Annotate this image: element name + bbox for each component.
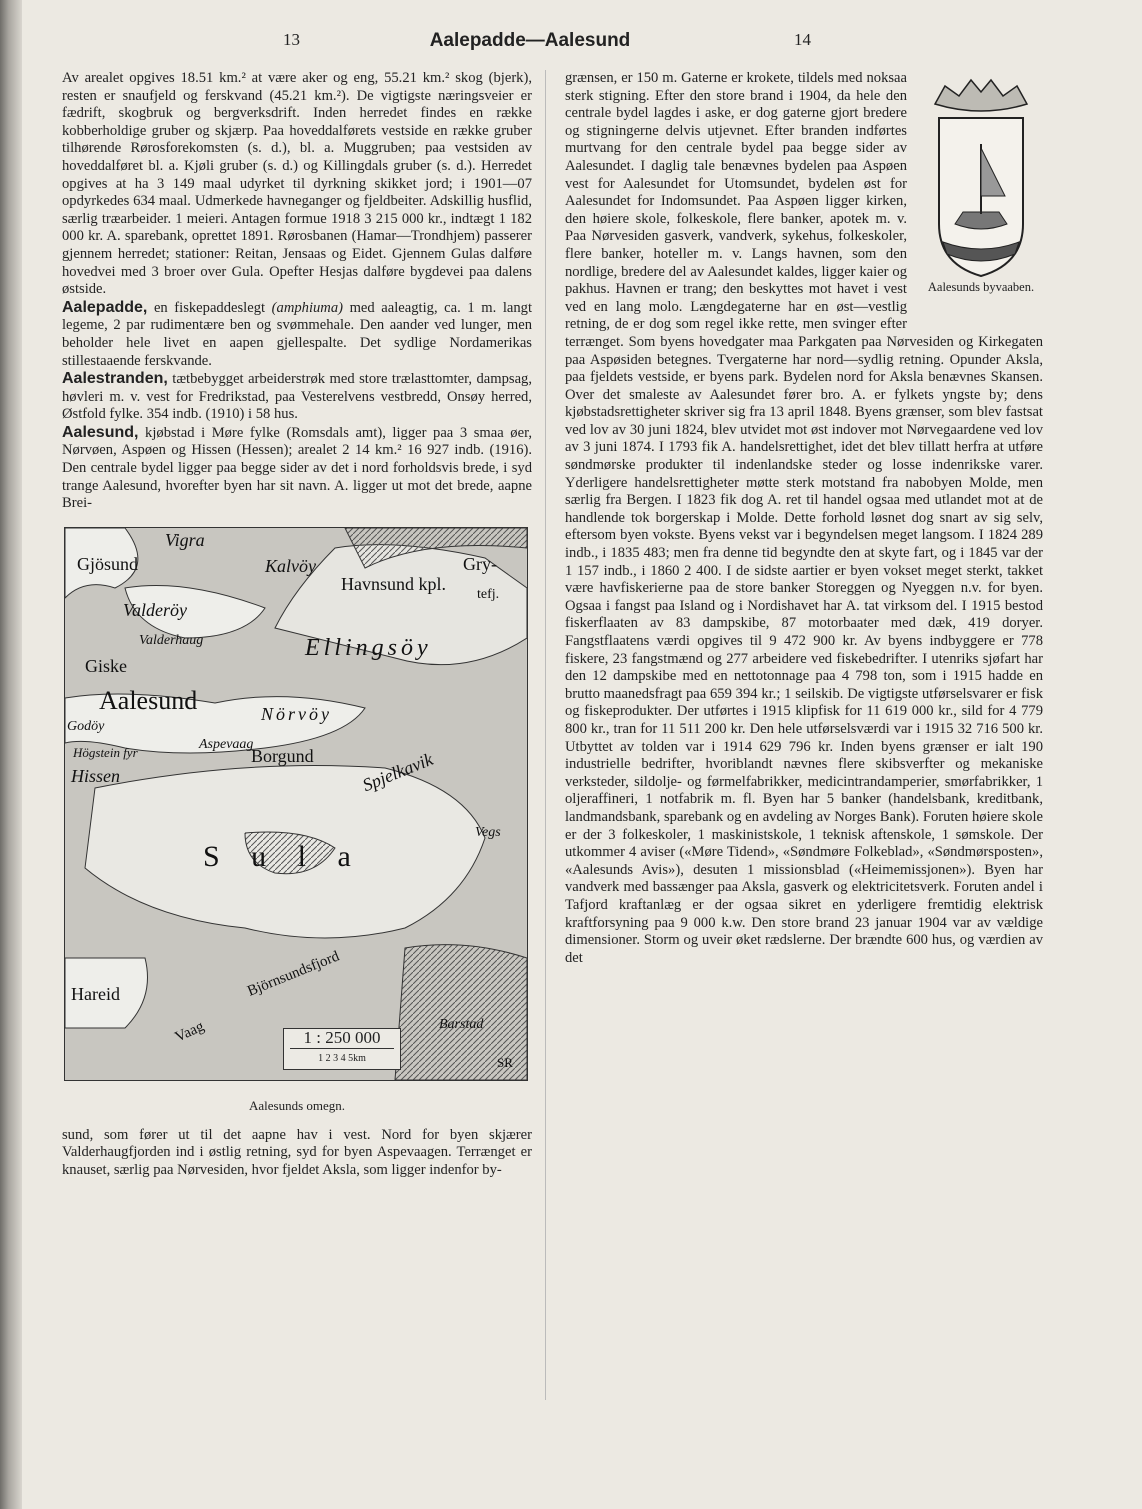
- map-label-gry: Gry-: [463, 553, 497, 574]
- coat-of-arms-caption: Aalesunds byvaaben.: [927, 280, 1035, 294]
- map-label-vaag: Vaag: [172, 1018, 207, 1046]
- column-divider: [545, 70, 546, 1400]
- map-label-gjosund: Gjösund: [77, 553, 139, 574]
- map-scale-ratio: 1 : 250 000: [303, 1027, 381, 1047]
- map-label-norvoy: Nörvöy: [261, 703, 332, 724]
- map-label-valderoy: Valderöy: [123, 599, 187, 620]
- map-label-hissen: Hissen: [71, 765, 120, 786]
- map-label-giske: Giske: [85, 655, 127, 676]
- map-label-tefj: tefj.: [477, 586, 500, 602]
- map-label-vigra: Vigra: [165, 529, 205, 550]
- coat-of-arms-icon: [925, 74, 1037, 280]
- book-binding-edge: [0, 0, 22, 1509]
- map-aalesund-surroundings: [64, 527, 528, 1081]
- map-label-aalesund: Aalesund: [99, 685, 198, 715]
- map-label-havnsund: Havnsund kpl.: [341, 573, 446, 594]
- map-signature: SR: [497, 1054, 513, 1070]
- map-label-hogstein-fyr: Högstein fyr: [73, 744, 138, 760]
- paragraph-continuation: sund, som fører ut til det aapne hav i vest. Nord for byen skjærer Valderhaugfjorden ind i østlig retning, syd for byen Aspevaagen. Terrænget er knauset, særlig paa Nørvesiden, hvor fjeldet Aksla, som ligger indenfor by-: [62, 1126, 532, 1179]
- map-label-kalvoy: Kalvöy: [265, 555, 316, 576]
- lemma-aalepadde: Aalepadde,: [62, 298, 148, 316]
- map-label-spjelkavik: Spjelkavik: [359, 748, 436, 796]
- map-label-sula: S u l a: [203, 839, 363, 873]
- coat-of-arms-figure: [919, 74, 1043, 320]
- map-label-borgund: Borgund: [251, 745, 314, 766]
- entry-aalesund: Aalesund, kjøbstad i Møre fylke (Romsdals amt), ligger paa 3 smaa øer, Nørvøen, Aspøen og Hissen (Hessen); arealet 2 14 km.² 16 927 indb. (1916). Den centrale bydel ligger paa begge sider av det i nord forholdsvis brede, i syd trange Aalesund, hvorefter byen har sit navn. A. ligger ut mot det brede, aapne Brei-: [62, 423, 532, 512]
- map-caption: Aalesunds omegn.: [248, 1097, 346, 1113]
- map-label-vegs: Vegs: [475, 824, 501, 840]
- entry-aalepadde: Aalepadde, en fiskepaddeslegt (amphiuma) med aaleagtig, ca. 1 m. langt legeme, 2 par rudimentære ben og svømmehale. Den aander ved lunger, men beholder hele livet en aapen gjellespalte. Det sydlige Nordamerikas stillestaaende ferskvande.: [62, 298, 532, 369]
- page-number-right: 14: [794, 30, 811, 49]
- map-scale-ticks: 1 2 3 4 5km: [290, 1048, 394, 1068]
- map-figure: [62, 527, 532, 1121]
- left-column: [62, 70, 532, 1180]
- page-number-left: 13: [283, 30, 300, 49]
- map-label-hareid: Hareid: [71, 983, 120, 1004]
- map-label-valderhaug: Valderhaug: [139, 632, 204, 648]
- map-scale-box: [283, 1028, 401, 1070]
- running-title: Aalepadde—Aalesund: [429, 30, 631, 51]
- map-label-ellingsoy: Ellingsöy: [305, 634, 432, 661]
- entry-aalestranden: Aalestranden, tætbebygget arbeiderstrøk med store trælasttomter, dampsag, høvleri m. v. vest for Fredrikstad, paa Vesterelvens vestbredd, Onsøy herred, Østfold fylke. 354 indb. (1910) i 58 hus.: [62, 370, 532, 423]
- right-column: [565, 70, 1043, 967]
- map-label-barstad: Barstad: [439, 1016, 484, 1032]
- map-label-fjord: Björnsundsfjord: [245, 948, 342, 1000]
- paragraph-aalesund-continued: grænsen, er 150 m. Gaterne er krokete, tildels med noksaa sterk stigning. Efter den store brand i 1904, da hele den centrale bydel lagdes i aske, er dog gaterne gjort bredere og stigningerne delvis utjevnet. Efter branden indførtes murtvang for den centrale bydel paa begge sider av Aalesundet. I daglig tale benævnes bydelen paa Aspøen vest for Aalesundet for Utomsundet, bydelen øst for Aalesundet for Indomsundet. Paa Aspøen ligger kirken, den høiere skole, folkeskole, flere banker, apotek m. v. Paa Nørvesiden gasverk, vandverk, sykehus, folkeskoler, flere banker, hoteller m. v. Langs havnen, som den nordlige, bredere del av Aalesundet kaldes, ligger kaier og pakhus. Havnen er trang; den beskyttes mot havet i vest ved en lang molo. Længdegaterne har en øst—vestlig retning, de er dog som regel ikke rette, men svinger efter terrænget. Som byens hovedgater maa Parkgaten paa Nørvesiden og Kirkegaten paa Aspøsiden betegnes. Tvergaterne har nord—sydlig retning. Opunder Aksla, paa fjeldets vestside, er byens park. Bydelen nord for Aksla benævnes Skansen. Over det smaleste av Aalesundet fører bro. A. er fylkets yngste by; dens kjøbstadsrettigheter skriver sig fra 13 april 1848. Byens grænser, som blev fastsat ved lov av 30 juni 1824, blev utvidet mot øst indover mot Nørvegaardene ved lov av 3 juni 1874. I 1793 fik A. handelsrettighet, idet det blev tillatt herfra at utføre søndmørske produkter til indenlandske steder og losse indenrikske varer. Yderligere handelsrettigheter møtte sterk motstand fra nabobyen Molde, men særlig fra Bergen. I 1823 fik dog A. ret til handel ogsaa med utlandet mot at de handlende tok borgerskap i Molde. Dette forhold løsnet dog snart av sig selv, eftersom byen vokste. Byens vekst var i begyndelsen meget langsom. I 1824 289 indb., i 1835 483; men fra denne tid begyndte den at skyte fart, og i 1845 var der 1 157 indb., i 1860 2 400. I de sidste aartier er byen vokset meget sterkt, takket være havfiskerierne paa de store banker Storeggen og Nyeggen n.v. for byen. Ogsaa i fangst paa Island og i Nordishavet har A. tat virksom del. I 1915 bestod fiskerflaaten av 83 dampskibe, 87 motorbaater med dæk, 419 doryer. Fangstflaatens værdi opgives til 9 472 900 kr. Av byens indbyggere er 778 fiskere, 23 fangstmænd og 277 arbeidere ved fiskebedrifter. I utenriks sjøfart har den 12 dampskibe med en nettotonnage paa 4 798 ton, som i 1915 hadde en brutto maanedsfragt paa 659 394 kr.; 1 seilskib. De vigtigste utførselsvarer er fisk og fiskeprodukter. Der utførtes i 1915 klipfisk for 11 619 000 kr., sild for 4 779 800 kr., tran for 11 511 200 kr. Den hele utførselsværdi var i 1915 32 716 500 kr. Utbyttet av tolden var i 1914 629 796 kr. Inden byens grænser er ialt 190 industrielle bedrifter, hvoriblandt nævnes flere skibsverfter og mekaniske verksteder, sildolje- og førmelfabrikker, medicintrandamperier, smørfabrikker, 1 oljeraffineri, 1 notfabrik m. fl. Byen har 5 banker (handelsbank, kreditbank, landmandsbank, sparebank og en avdeling av Norges Bank). Foruten høiere skole er der 3 folkeskoler, 1 maskinistskole, 1 teknisk aftenskole, 1 sømskole. Der utkommer 4 aviser («Møre Tidend», «Søndmøre Folkeblad», «Søndmørsposten», «Aalesunds Avis»), desuten 1 missionsblad («Heimemissjonen»). Byen har vandverk med bassænger paa Aksla, gasverk og elektricitetsverk. Foruten andel i Tafjord kraftanlæg er der ogsaa sikret en yderligere fremtidig elektrisk kraftforsyning paa 9 000 k.w. Den store brand 23 januar 1904 var av vældige dimensioner. Storm og uveir øket rædslerne. Der brændte 600 hus, og værdien av det: [565, 70, 1043, 966]
- paragraph-herred: Av arealet opgives 18.51 km.² at være aker og eng, 55.21 km.² skog (bjerk), resten er snaufjeld og ferskvand (45.21 km.²). De vigtigste næringsveier er fædrift, skogbruk og bergverksdrift. Inden herredet findes en række kobberholdige gruber og skjærp. Paa hoveddalførets vestside en række gruber tilhørende Rørosforekomsten (s. d.), bl. a. Muggruben; paa vestsiden av hoveddalføret bl. a. Kjøli gruber (s. d.) og Killingdals gruber (s. d.). Herredet opgives at ha 3 149 maal udyrket til dyrkning skikket jord; i 1901—07 opdyrkedes 634 maal. Udmerkede havneganger og fjeldbeiter. Adskillig husflid, særlig træarbeider. 1 meieri. Antagen formue 1918 3 215 000 kr., indtægt 1 182 000 kr. A. sparebank, oprettet 1891. Rørosbanen (Hamar—Trondhjem) passerer gjennem herredet; stationer: Reitan, Jensaas og Eidet. Gjennem Gulas dalføre hovedvei med 3 broer over Gula. Opefter Hesjas dalføre bygdevei paa dalens østside.: [62, 70, 532, 298]
- lemma-aalestranden: Aalestranden,: [62, 370, 168, 388]
- lemma-aalesund: Aalesund,: [62, 423, 139, 441]
- map-label-godoy: Godöy: [67, 718, 105, 734]
- map-label-aspevaag: Aspevaag: [199, 736, 254, 752]
